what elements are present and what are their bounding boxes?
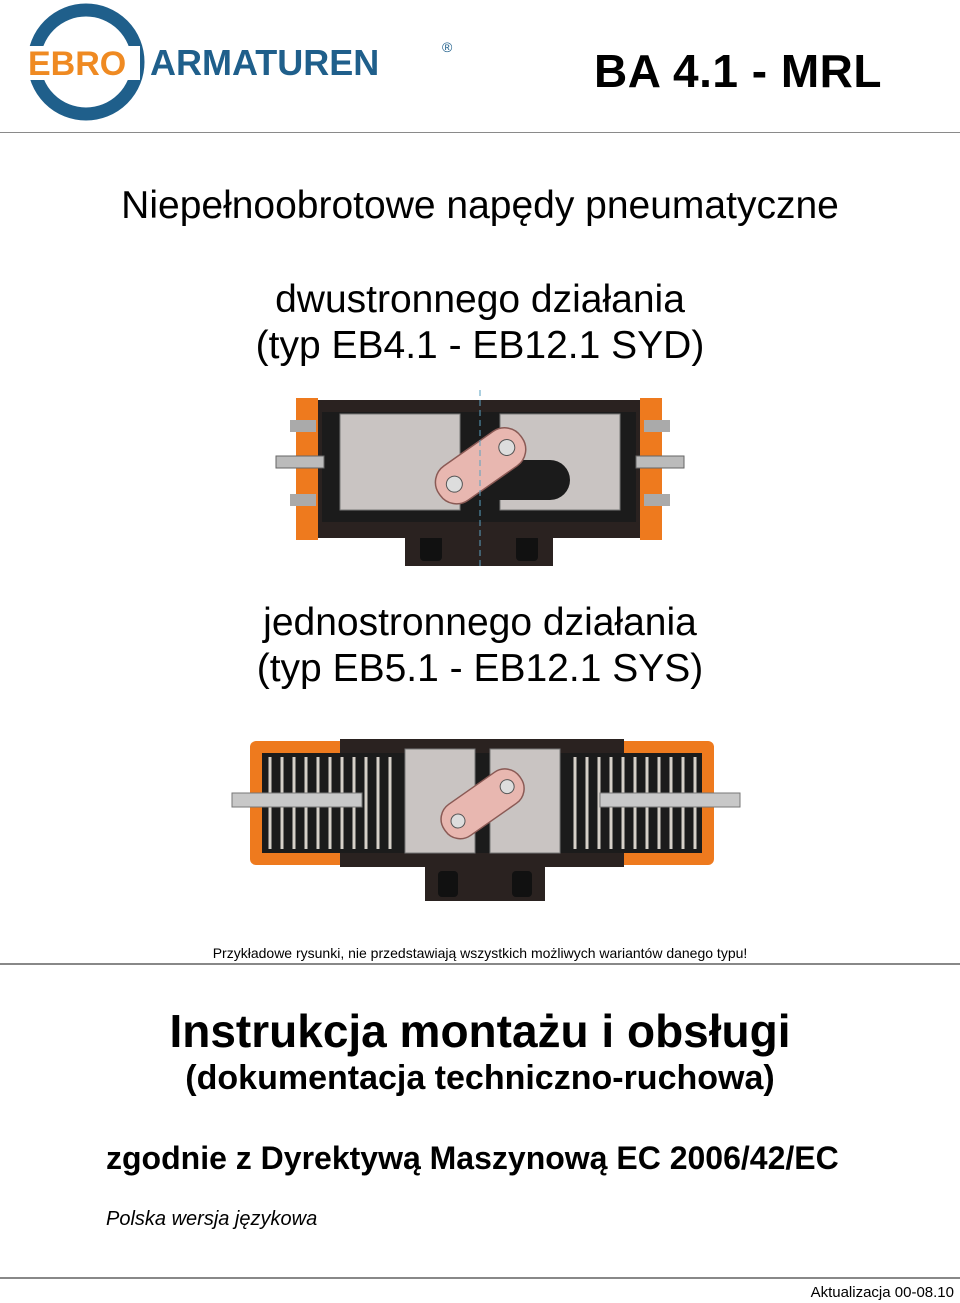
double-acting-line2: (typ EB4.1 - EB12.1 SYD) <box>255 324 705 367</box>
svg-text:®: ® <box>442 39 453 55</box>
single-acting-line2: (typ EB5.1 - EB12.1 SYS) <box>256 647 704 690</box>
manual-title: Instrukcja montażu i obsługi <box>169 1005 791 1057</box>
single-acting-heading <box>0 600 960 692</box>
section-divider <box>0 963 960 965</box>
single-acting-actuator-drawing <box>0 735 960 905</box>
svg-text:ARMATUREN: ARMATUREN <box>150 42 380 83</box>
ebro-armaturen-logo <box>22 0 462 126</box>
manual-subtitle: (dokumentacja techniczno-ruchowa) <box>185 1059 775 1097</box>
svg-text:EBRO: EBRO <box>28 45 127 83</box>
update-date: Aktualizacja 00-08.10 <box>810 1284 954 1301</box>
document-code: BA 4.1 - MRL <box>594 45 882 97</box>
footer-divider <box>0 1277 960 1279</box>
header-divider <box>0 132 960 133</box>
double-acting-actuator-drawing <box>0 390 960 570</box>
double-acting-heading <box>0 277 960 369</box>
drawing-caption: Przykładowe rysunki, nie przedstawiają wszystkich możliwych wariantów danego typu! <box>212 945 748 961</box>
single-acting-line1: jednostronnego działania <box>263 601 697 644</box>
language-version: Polska wersja językowa <box>106 1208 318 1230</box>
document-title: Niepełnoobrotowe napędy pneumatyczne <box>121 184 839 227</box>
directive-statement: zgodnie z Dyrektywą Maszynową EC 2006/42/EC <box>106 1140 839 1176</box>
double-acting-line1: dwustronnego działania <box>275 278 685 321</box>
